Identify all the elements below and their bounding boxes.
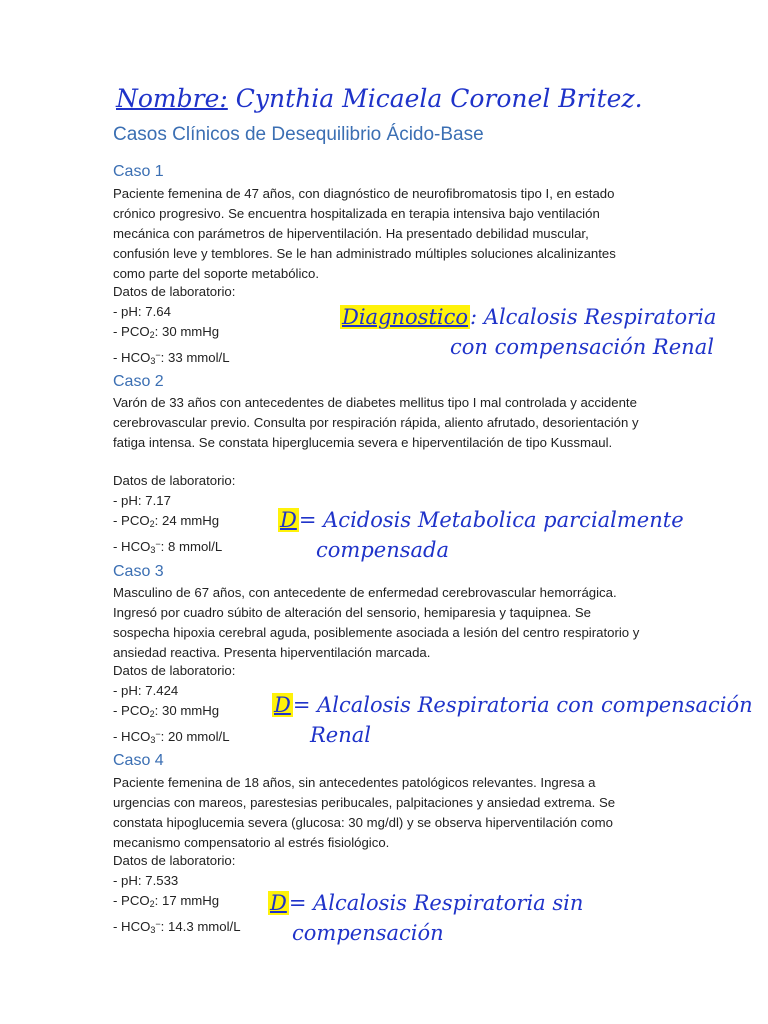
case-2-lab-data xyxy=(113,471,235,560)
student-name: Cynthia Micaela Coronel Britez. xyxy=(235,84,643,113)
pco2-value: - $PCO_2$: 30 mmHg xyxy=(113,324,220,340)
ph-value: - pH: 7.533 xyxy=(113,873,179,888)
diagnosis-line-1: Alcalosis Respiratoria con compensación xyxy=(317,693,753,717)
lab-heading: Datos de laboratorio: xyxy=(113,663,236,678)
diagnosis-label: D xyxy=(280,508,297,532)
case-3-description: Masculino de 67 años, con antecedente de enfermedad cerebrovascular hemorrágica. Ingresó por cuadro súbito de alteración del sensorio, hemiparesia y taquipnea. Se sospecha hipoxia cerebral aguda, posiblemente asociada a lesión del centro respiratorio y ansiedad reactiva. Presenta hiperventilación marcada. xyxy=(113,585,640,660)
hco3-value: - $HCO_3^-$: 8 mmol/L xyxy=(113,539,223,555)
case-3-lab-data xyxy=(113,661,235,750)
lab-heading: Datos de laboratorio: xyxy=(113,284,236,299)
hco3-value: - $HCO_3^-$: 14.3 mmol/L xyxy=(113,919,241,935)
name-label: Nombre: xyxy=(116,84,228,113)
case-4-lab-data xyxy=(113,851,241,940)
case-4-diagnosis: D= Alcalosis Respiratoria sin compensación xyxy=(268,888,583,948)
diagnosis-label: Diagnostico xyxy=(342,305,469,329)
diagnosis-label: D xyxy=(274,693,291,717)
hco3-value: - $HCO_3^-$: 20 mmol/L xyxy=(113,729,230,745)
case-2-diagnosis: D= Acidosis Metabolica parcialmente compensada xyxy=(278,505,684,565)
lab-heading: Datos de laboratorio: xyxy=(113,853,236,868)
case-2-description: Varón de 33 años con antecedentes de diabetes mellitus tipo I mal controlada y accidente cerebrovascular previo. Consulta por respiración rápida, aliento afrutado, desorientación y fatiga intensa. Se constata hiperglucemia severa e hiperventilación de tipo Kussmaul. xyxy=(113,395,639,450)
ph-value: - pH: 7.64 xyxy=(113,304,171,319)
diagnosis-line-2: Renal xyxy=(310,723,372,747)
diagnosis-label: D xyxy=(270,891,287,915)
diagnosis-line-2: compensada xyxy=(316,538,449,562)
pco2-value: - $PCO_2$: 30 mmHg xyxy=(113,703,220,719)
pco2-value: - $PCO_2$: 17 mmHg xyxy=(113,893,220,909)
diagnosis-line-2: compensación xyxy=(292,921,444,945)
document-title: Casos Clínicos de Desequilibrio Ácido-Base xyxy=(113,124,484,145)
diagnosis-line-1: Acidosis Metabolica parcialmente xyxy=(323,508,684,532)
lab-heading: Datos de laboratorio: xyxy=(113,473,236,488)
case-3-diagnosis: D= Alcalosis Respiratoria con compensación Renal xyxy=(272,690,753,750)
case-2-heading: Caso 2 xyxy=(113,373,164,390)
case-4-description: Paciente femenina de 18 años, sin antecedentes patológicos relevantes. Ingresa a urgencias con mareos, parestesias peribucales, palpitaciones y ansiedad extrema. Se constata hipoglucemia severa (glucosa: 30 mg/dl) y se observa hiperventilación como mecanismo compensatorio al estrés fisiológico. xyxy=(113,775,616,850)
student-name-line xyxy=(116,86,643,111)
diagnosis-line-1: Alcalosis Respiratoria sin xyxy=(313,891,584,915)
diagnosis-line-1: Alcalosis Respiratoria xyxy=(483,305,717,329)
diagnosis-line-2: con compensación Renal xyxy=(450,335,714,359)
case-4-heading: Caso 4 xyxy=(113,752,164,769)
case-1-heading: Caso 1 xyxy=(113,163,164,180)
case-1-description: Paciente femenina de 47 años, con diagnóstico de neurofibromatosis tipo I, en estado crónico progresivo. Se encuentra hospitalizada en terapia intensiva bajo ventilación mecánica con parámetros de hiperventilación. Ha presentado debilidad muscular, confusión leve y temblores. Se le han administrado múltiples soluciones alcalinizantes como parte del soporte metabólico. xyxy=(113,186,616,281)
case-1-diagnosis: Diagnostico: Alcalosis Respiratoria con compensación Renal xyxy=(340,302,716,362)
ph-value: - pH: 7.17 xyxy=(113,493,171,508)
ph-value: - pH: 7.424 xyxy=(113,683,179,698)
hco3-value: - $HCO_3^-$: 33 mmol/L xyxy=(113,350,230,366)
pco2-value: - $PCO_2$: 24 mmHg xyxy=(113,513,220,529)
case-3-heading: Caso 3 xyxy=(113,563,164,580)
case-1-lab-data xyxy=(113,282,235,371)
